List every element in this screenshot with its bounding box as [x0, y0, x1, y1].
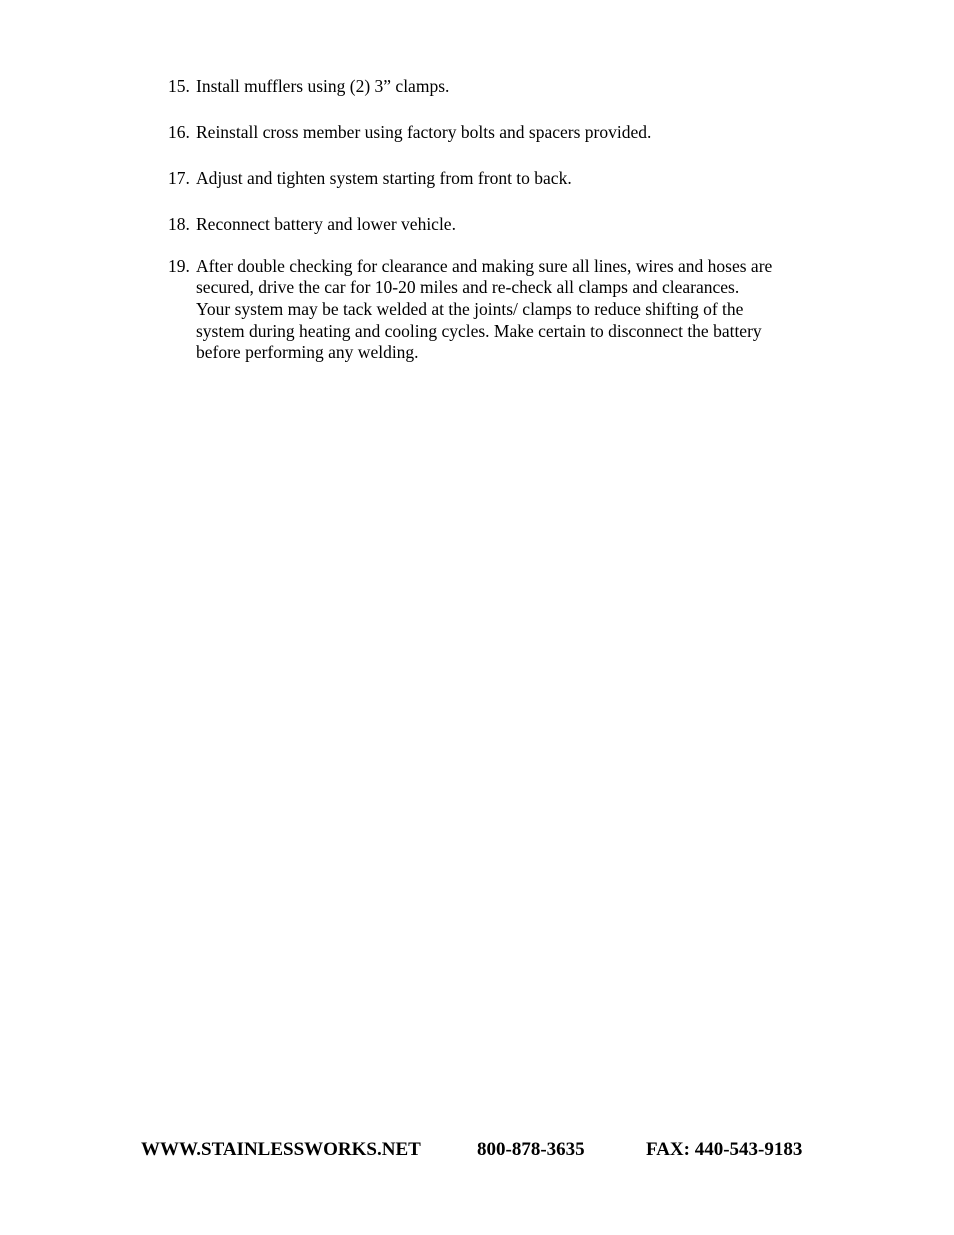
footer-phone: 800-878-3635 [477, 1139, 585, 1160]
step-item [168, 76, 828, 98]
page-footer [141, 1137, 821, 1163]
footer-fax: FAX: 440-543-9183 [646, 1139, 803, 1160]
step-number: 17. [168, 168, 190, 189]
step-text: Reinstall cross member using factory bolts and spacers provided. [196, 122, 652, 143]
step-item [168, 214, 828, 236]
step-item [168, 256, 828, 364]
step-text: Adjust and tighten system starting from front to back. [196, 168, 572, 189]
step-number: 15. [168, 76, 190, 96]
step-text: Install mufflers using (2) 3” clamps. [196, 76, 450, 96]
step-item [168, 122, 828, 144]
footer-website: WWW.STAINLESSWORKS.NET [141, 1139, 421, 1160]
step-text: After double checking for clearance and making sure all lines, wires and hoses are secured, drive the car for 10-20 miles and re-check all clamps and clearances. Your system may be tack welded at the joints/ clamps to reduce shifting of the system during heating and cooling cycles. Make certain to disconnect the battery before performing any welding. [196, 255, 773, 363]
step-number: 19. [168, 255, 190, 276]
step-text: Reconnect battery and lower vehicle. [196, 214, 456, 235]
instruction-steps-list [168, 76, 828, 388]
step-item [168, 168, 828, 190]
step-number: 18. [168, 214, 190, 235]
step-number: 16. [168, 122, 190, 143]
